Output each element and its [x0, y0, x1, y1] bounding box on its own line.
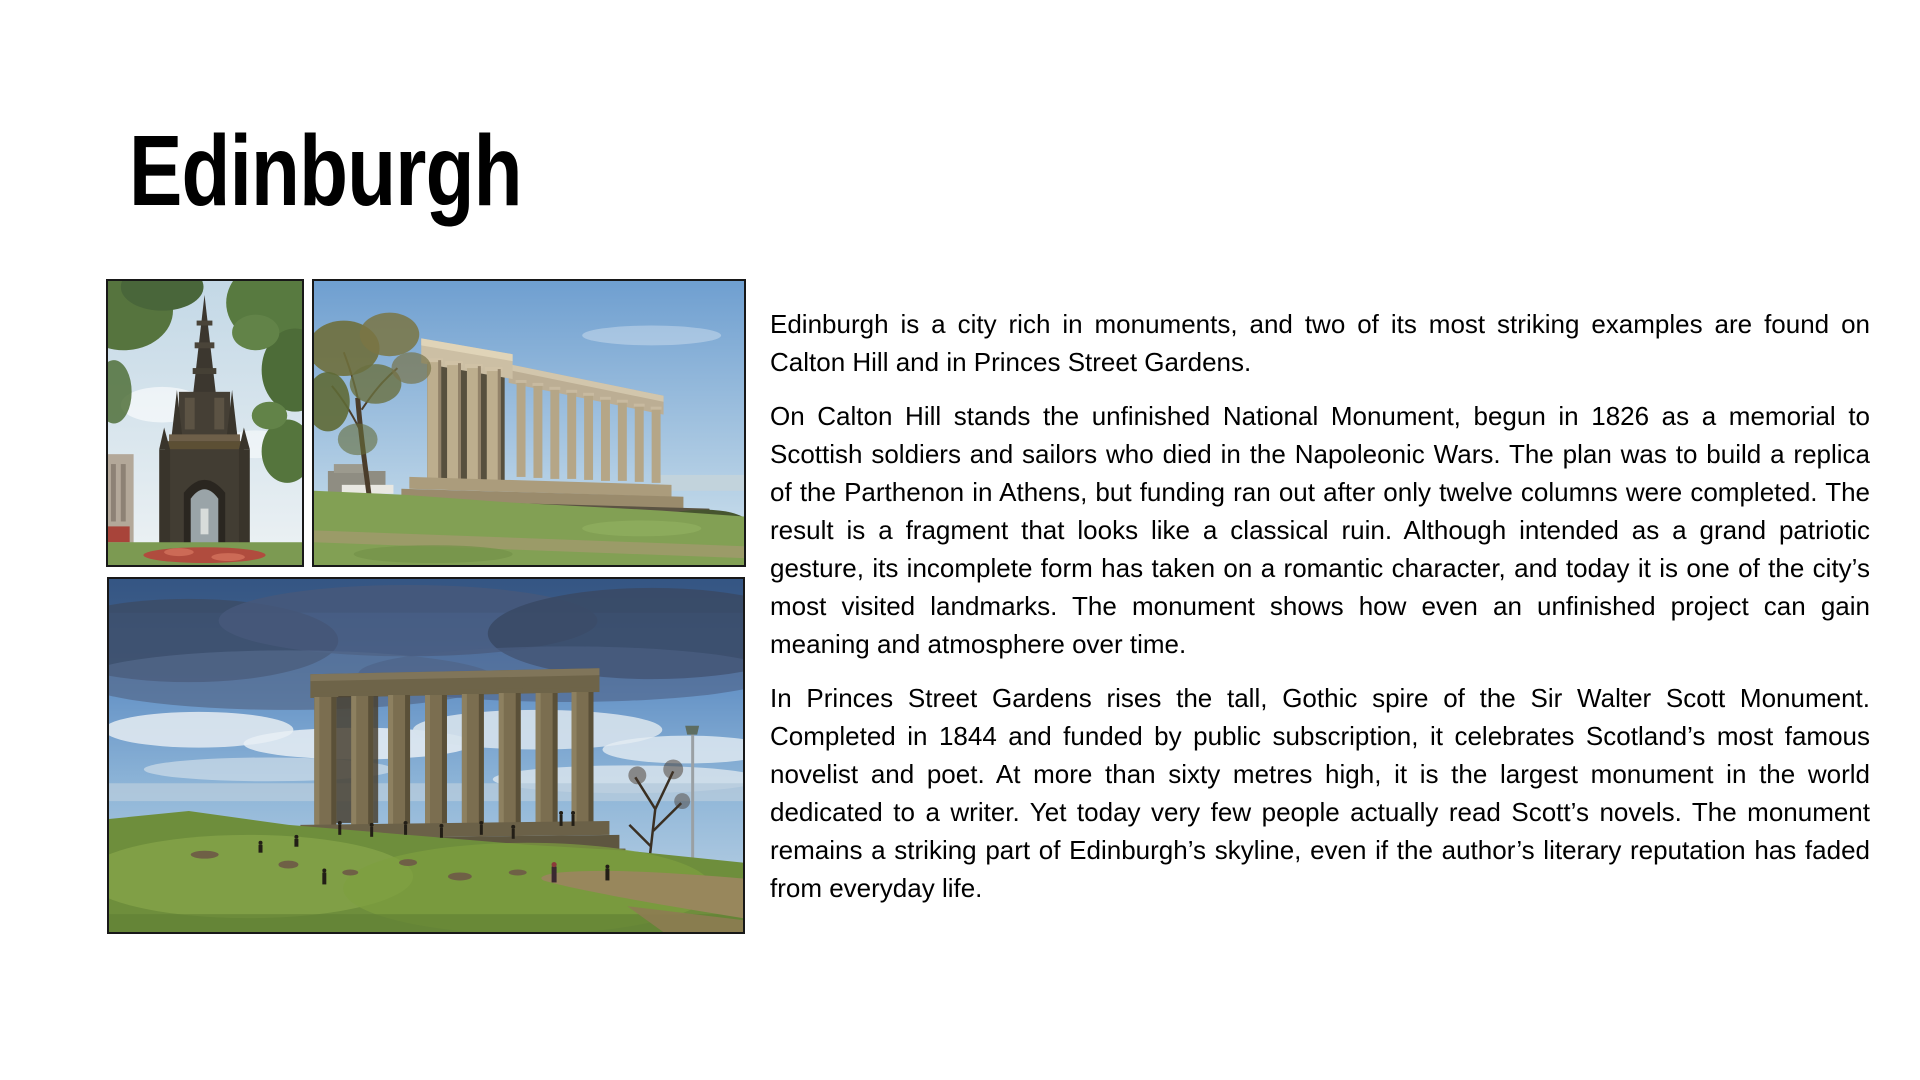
page-title: Edinburgh — [129, 115, 522, 227]
photo-national-monument-dusk — [107, 577, 745, 934]
street-buildings — [108, 454, 134, 545]
body-text — [770, 305, 1870, 907]
national-monument-day-image — [314, 281, 744, 565]
photo-scott-monument — [106, 279, 304, 567]
photo-national-monument-day — [312, 279, 746, 567]
paragraph-national-monument: On Calton Hill stands the unfinished National Monument, begun in 1826 as a memorial to Scottish soldiers and sailors who died in the Napoleonic Wars. The plan was to build a replica of the Parthenon in Athens, but funding ran out after only twelve columns were completed. The result is a fragment that looks like a classical ruin. Although intended as a grand patriotic gesture, its incomplete form has taken on a romantic character, and today it is one of the city’s most visited landmarks. The monument shows how even an unfinished project can gain meaning and atmosphere over time. — [770, 401, 1870, 659]
paragraph-intro: Edinburgh is a city rich in monuments, and two of its most striking examples are found on Calton Hill and in Princes Street Gardens. — [770, 309, 1870, 377]
national-monument-dusk-image — [109, 579, 743, 932]
scott-monument-image — [108, 281, 302, 565]
paragraph-scott-monument: In Princes Street Gardens rises the tall, Gothic spire of the Sir Walter Scott Monument. Completed in 1844 and funded by public subscription, it celebrates Scotland’s most famous novelist and poet. At more than sixty metres high, it is the largest monument in the world dedicated to a writer. Yet today very few people actually read Scott’s novels. The monument remains a striking part of Edinburgh’s skyline, even if the author’s literary reputation has faded from everyday life. — [770, 683, 1870, 903]
garden-foreground — [108, 542, 302, 565]
